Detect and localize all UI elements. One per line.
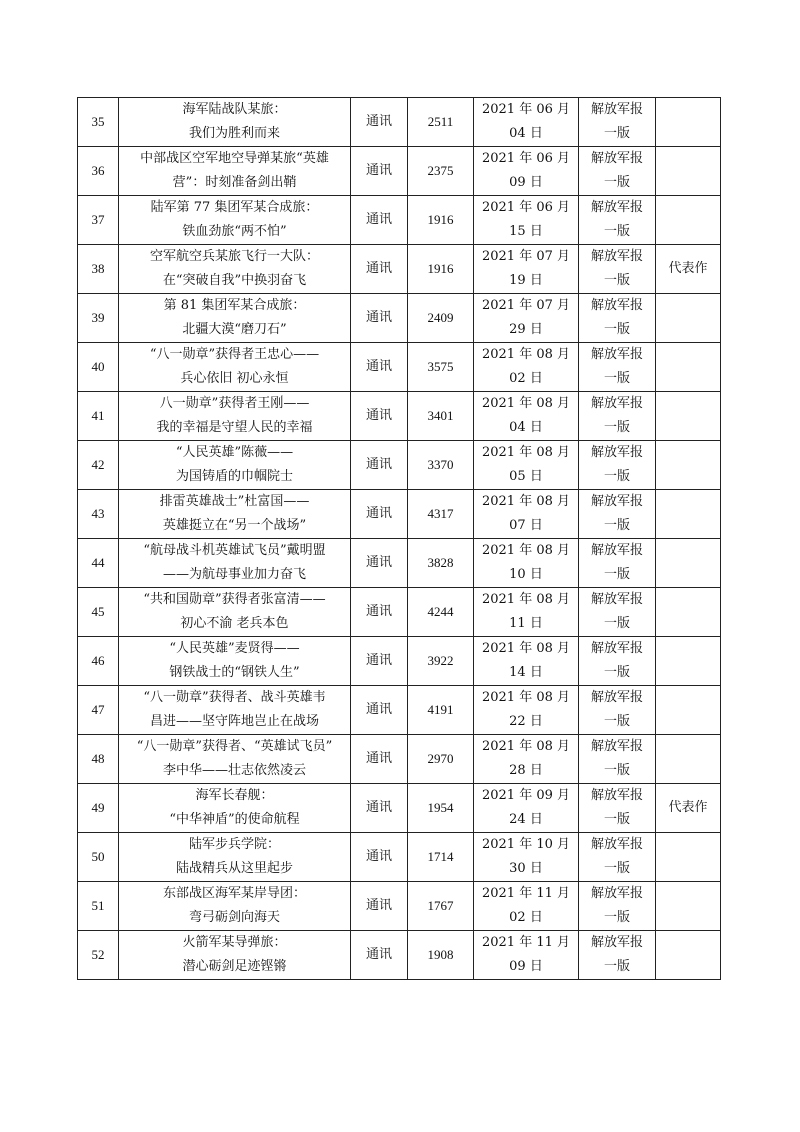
- work-title: [119, 735, 351, 784]
- table-row: [78, 343, 721, 392]
- work-title: [119, 539, 351, 588]
- table-row: [78, 637, 721, 686]
- publish-date: [474, 196, 579, 245]
- table-row: [78, 392, 721, 441]
- work-title-line-2: ——为航母事业加力奋飞: [162, 567, 306, 582]
- publish-date-line-2: 02 日: [509, 371, 543, 386]
- work-genre: 通讯: [351, 833, 408, 882]
- work-title-line-2: 我的幸福是守望人民的幸福: [156, 420, 313, 435]
- publish-date-line-1: 2021 年 06 月: [481, 200, 571, 215]
- outlet-line-2: 一版: [603, 273, 630, 288]
- publish-date: [474, 490, 579, 539]
- work-title: [119, 588, 351, 637]
- work-title-line-2: 陆战精兵从这里起步: [175, 861, 293, 876]
- publish-date-line-1: 2021 年 08 月: [481, 641, 571, 656]
- work-title-line-1: 空军航空兵某旅飞行一大队：: [149, 249, 319, 264]
- work-title-line-2: 兵心依旧 初心永恒: [180, 371, 289, 386]
- outlet-line-2: 一版: [603, 763, 630, 778]
- work-title-line-1: 海军陆战队某旅：: [182, 102, 287, 117]
- table-row: [78, 98, 721, 147]
- remark: [656, 441, 721, 490]
- outlet-line-1: 解放军报: [590, 249, 643, 264]
- table-row: [78, 147, 721, 196]
- work-title-line-1: 陆军第 77 集团军某合成旅：: [150, 200, 319, 215]
- row-number: 52: [78, 931, 119, 980]
- remark: [656, 539, 721, 588]
- work-title-line-2: 潜心砺剑足迹铿锵: [182, 959, 287, 974]
- work-genre: 通讯: [351, 686, 408, 735]
- outlet-line-2: 一版: [603, 959, 630, 974]
- outlet-line-2: 一版: [603, 910, 630, 925]
- outlet-line-1: 解放军报: [590, 298, 643, 313]
- outlet-line-2: 一版: [603, 322, 630, 337]
- row-number: 35: [78, 98, 119, 147]
- row-number: 42: [78, 441, 119, 490]
- publish-date-line-1: 2021 年 08 月: [481, 347, 571, 362]
- outlet-line-1: 解放军报: [590, 102, 643, 117]
- work-title-line-1: 东部战区海军某岸导团：: [162, 886, 306, 901]
- word-count: 2511: [408, 98, 474, 147]
- word-count: 3828: [408, 539, 474, 588]
- word-count: 1916: [408, 196, 474, 245]
- publish-date: [474, 588, 579, 637]
- publish-date-line-1: 2021 年 08 月: [481, 494, 571, 509]
- row-number: 44: [78, 539, 119, 588]
- work-title: [119, 245, 351, 294]
- outlet-line-1: 解放军报: [590, 690, 643, 705]
- work-genre: 通讯: [351, 343, 408, 392]
- outlet-line-1: 解放军报: [590, 151, 643, 166]
- works-table-body: [78, 98, 721, 980]
- publish-date: [474, 245, 579, 294]
- publication-outlet: [579, 882, 656, 931]
- publish-date-line-2: 14 日: [509, 665, 543, 680]
- remark: [656, 588, 721, 637]
- table-row: [78, 833, 721, 882]
- works-table: [77, 97, 721, 980]
- publication-outlet: [579, 833, 656, 882]
- work-title-line-1: “人民英雄”陈薇——: [175, 445, 294, 460]
- work-title-line-1: 火箭军某导弹旅：: [182, 935, 287, 950]
- publish-date-line-2: 11 日: [509, 616, 543, 631]
- row-number: 46: [78, 637, 119, 686]
- publication-outlet: [579, 931, 656, 980]
- row-number: 51: [78, 882, 119, 931]
- publish-date-line-1: 2021 年 08 月: [481, 690, 571, 705]
- work-genre: 通讯: [351, 784, 408, 833]
- outlet-line-1: 解放军报: [590, 739, 643, 754]
- work-genre: 通讯: [351, 245, 408, 294]
- publish-date-line-1: 2021 年 08 月: [481, 739, 571, 754]
- publish-date-line-1: 2021 年 07 月: [481, 249, 571, 264]
- outlet-line-2: 一版: [603, 469, 630, 484]
- work-title-line-2: 昌进——坚守阵地岂止在战场: [149, 714, 319, 729]
- work-genre: 通讯: [351, 490, 408, 539]
- publish-date-line-2: 07 日: [509, 518, 543, 533]
- work-title-line-1: 排雷英雄战士”杜富国——: [159, 494, 310, 509]
- table-row: [78, 931, 721, 980]
- publish-date: [474, 294, 579, 343]
- work-title-line-2: 英雄挺立在“另一个战场”: [162, 518, 307, 533]
- work-genre: 通讯: [351, 882, 408, 931]
- work-title: [119, 343, 351, 392]
- publish-date-line-2: 22 日: [509, 714, 543, 729]
- table-row: [78, 294, 721, 343]
- row-number: 43: [78, 490, 119, 539]
- work-title-line-2: 弯弓砺剑向海天: [188, 910, 280, 925]
- work-title-line-2: 在“突破自我”中换羽奋飞: [162, 273, 307, 288]
- publication-outlet: [579, 245, 656, 294]
- publication-outlet: [579, 637, 656, 686]
- work-title: [119, 490, 351, 539]
- remark: [656, 490, 721, 539]
- outlet-line-1: 解放军报: [590, 886, 643, 901]
- work-genre: 通讯: [351, 637, 408, 686]
- work-title-line-1: “共和国勋章”获得者张富清——: [143, 592, 326, 607]
- word-count: 4244: [408, 588, 474, 637]
- work-title: [119, 147, 351, 196]
- publication-outlet: [579, 441, 656, 490]
- outlet-line-2: 一版: [603, 175, 630, 190]
- table-row: [78, 196, 721, 245]
- publish-date: [474, 882, 579, 931]
- work-title-line-2: 铁血劲旅“两不怕”: [182, 224, 287, 239]
- table-row: [78, 245, 721, 294]
- table-row: [78, 735, 721, 784]
- word-count: 4191: [408, 686, 474, 735]
- work-title: [119, 441, 351, 490]
- outlet-line-2: 一版: [603, 567, 630, 582]
- publish-date-line-2: 10 日: [509, 567, 543, 582]
- work-title-line-2: 为国铸盾的巾帼院士: [175, 469, 293, 484]
- work-genre: 通讯: [351, 98, 408, 147]
- publication-outlet: [579, 147, 656, 196]
- publication-outlet: [579, 588, 656, 637]
- row-number: 41: [78, 392, 119, 441]
- word-count: 1908: [408, 931, 474, 980]
- publish-date-line-1: 2021 年 08 月: [481, 396, 571, 411]
- outlet-line-1: 解放军报: [590, 494, 643, 509]
- outlet-line-2: 一版: [603, 812, 630, 827]
- work-title-line-1: 八一勋章”获得者王刚——: [159, 396, 310, 411]
- row-number: 48: [78, 735, 119, 784]
- publish-date-line-2: 28 日: [509, 763, 543, 778]
- word-count: 4317: [408, 490, 474, 539]
- work-title-line-2: 北疆大漠“磨刀石”: [182, 322, 287, 337]
- work-genre: 通讯: [351, 294, 408, 343]
- table-row: [78, 784, 721, 833]
- work-title: [119, 196, 351, 245]
- outlet-line-2: 一版: [603, 861, 630, 876]
- publish-date-line-1: 2021 年 09 月: [481, 788, 571, 803]
- row-number: 40: [78, 343, 119, 392]
- publication-outlet: [579, 392, 656, 441]
- remark: [656, 196, 721, 245]
- table-row: [78, 882, 721, 931]
- table-row: [78, 588, 721, 637]
- publication-outlet: [579, 735, 656, 784]
- publication-outlet: [579, 343, 656, 392]
- work-title-line-2: 营”：时刻准备剑出鞘: [172, 175, 297, 190]
- work-title-line-1: “八一勋章”获得者、“英雄试飞员”: [136, 739, 333, 754]
- outlet-line-2: 一版: [603, 665, 630, 680]
- work-title: [119, 294, 351, 343]
- publish-date-line-2: 05 日: [509, 469, 543, 484]
- remark: [656, 637, 721, 686]
- outlet-line-2: 一版: [603, 518, 630, 533]
- remark: [656, 343, 721, 392]
- work-title-line-1: 海军长春舰：: [195, 788, 274, 803]
- work-genre: 通讯: [351, 539, 408, 588]
- outlet-line-1: 解放军报: [590, 200, 643, 215]
- work-title-line-2: 我们为胜利而来: [188, 126, 280, 141]
- publication-outlet: [579, 294, 656, 343]
- outlet-line-1: 解放军报: [590, 347, 643, 362]
- publish-date-line-2: 04 日: [509, 126, 543, 141]
- publish-date-line-1: 2021 年 10 月: [481, 837, 571, 852]
- publish-date-line-2: 04 日: [509, 420, 543, 435]
- publish-date-line-1: 2021 年 11 月: [481, 886, 571, 901]
- outlet-line-1: 解放军报: [590, 543, 643, 558]
- publish-date-line-1: 2021 年 06 月: [481, 151, 571, 166]
- publish-date: [474, 147, 579, 196]
- row-number: 49: [78, 784, 119, 833]
- publication-outlet: [579, 98, 656, 147]
- outlet-line-1: 解放军报: [590, 396, 643, 411]
- publish-date: [474, 343, 579, 392]
- work-genre: 通讯: [351, 147, 408, 196]
- publish-date-line-2: 29 日: [509, 322, 543, 337]
- remark: [656, 833, 721, 882]
- publish-date-line-1: 2021 年 07 月: [481, 298, 571, 313]
- word-count: 3575: [408, 343, 474, 392]
- row-number: 38: [78, 245, 119, 294]
- word-count: 3401: [408, 392, 474, 441]
- work-title: [119, 637, 351, 686]
- work-title-line-1: 陆军步兵学院：: [188, 837, 280, 852]
- work-genre: 通讯: [351, 441, 408, 490]
- work-title: [119, 833, 351, 882]
- publish-date: [474, 392, 579, 441]
- remark: [656, 931, 721, 980]
- outlet-line-1: 解放军报: [590, 592, 643, 607]
- work-title: [119, 392, 351, 441]
- publication-outlet: [579, 490, 656, 539]
- publish-date: [474, 441, 579, 490]
- outlet-line-2: 一版: [603, 224, 630, 239]
- publish-date-line-1: 2021 年 06 月: [481, 102, 571, 117]
- table-row: [78, 686, 721, 735]
- work-title-line-2: 钢铁战士的“钢铁人生”: [169, 665, 300, 680]
- work-genre: 通讯: [351, 588, 408, 637]
- row-number: 47: [78, 686, 119, 735]
- work-title-line-1: “八一勋章”获得者、战斗英雄韦: [143, 690, 326, 705]
- publish-date-line-1: 2021 年 08 月: [481, 543, 571, 558]
- word-count: 1767: [408, 882, 474, 931]
- remark: [656, 882, 721, 931]
- word-count: 2409: [408, 294, 474, 343]
- table-row: [78, 539, 721, 588]
- work-title-line-1: “人民英雄”麦贤得——: [169, 641, 300, 656]
- remark: [656, 98, 721, 147]
- publish-date: [474, 539, 579, 588]
- word-count: 1954: [408, 784, 474, 833]
- publication-outlet: [579, 196, 656, 245]
- publish-date: [474, 98, 579, 147]
- table-row: [78, 441, 721, 490]
- work-title-line-2: 李中华——壮志依然凌云: [162, 763, 306, 778]
- row-number: 36: [78, 147, 119, 196]
- word-count: 3370: [408, 441, 474, 490]
- remark: [656, 294, 721, 343]
- word-count: 1714: [408, 833, 474, 882]
- publication-outlet: [579, 784, 656, 833]
- work-title-line-1: 第 81 集团军某合成旅：: [163, 298, 306, 313]
- remark: [656, 735, 721, 784]
- publish-date: [474, 833, 579, 882]
- outlet-line-2: 一版: [603, 616, 630, 631]
- work-genre: 通讯: [351, 392, 408, 441]
- table-row: [78, 490, 721, 539]
- row-number: 37: [78, 196, 119, 245]
- publish-date: [474, 686, 579, 735]
- publish-date-line-2: 19 日: [509, 273, 543, 288]
- word-count: 2375: [408, 147, 474, 196]
- remark: [656, 392, 721, 441]
- row-number: 39: [78, 294, 119, 343]
- work-title-line-1: “航母战斗机英雄试飞员”戴明盟: [143, 543, 326, 558]
- work-genre: 通讯: [351, 735, 408, 784]
- word-count: 3922: [408, 637, 474, 686]
- publish-date-line-2: 02 日: [509, 910, 543, 925]
- work-title: [119, 931, 351, 980]
- outlet-line-1: 解放军报: [590, 641, 643, 656]
- publish-date-line-1: 2021 年 08 月: [481, 592, 571, 607]
- remark: [656, 686, 721, 735]
- word-count: 1916: [408, 245, 474, 294]
- publish-date-line-2: 30 日: [509, 861, 543, 876]
- work-title-line-1: “八一勋章”获得者王忠心——: [149, 347, 320, 362]
- row-number: 50: [78, 833, 119, 882]
- publish-date: [474, 784, 579, 833]
- publication-outlet: [579, 686, 656, 735]
- publish-date-line-2: 24 日: [509, 812, 543, 827]
- work-title-line-2: “中华神盾”的使命航程: [169, 812, 300, 827]
- remark: [656, 147, 721, 196]
- publish-date-line-2: 15 日: [509, 224, 543, 239]
- work-title: [119, 98, 351, 147]
- outlet-line-1: 解放军报: [590, 837, 643, 852]
- outlet-line-1: 解放军报: [590, 935, 643, 950]
- outlet-line-2: 一版: [603, 420, 630, 435]
- work-title-line-1: 中部战区空军地空导弹某旅“英雄: [140, 151, 329, 166]
- remark: 代表作: [656, 245, 721, 294]
- publish-date-line-2: 09 日: [509, 959, 543, 974]
- work-title: [119, 686, 351, 735]
- publish-date: [474, 637, 579, 686]
- publish-date: [474, 735, 579, 784]
- work-genre: 通讯: [351, 196, 408, 245]
- work-title: [119, 784, 351, 833]
- outlet-line-2: 一版: [603, 126, 630, 141]
- work-title: [119, 882, 351, 931]
- outlet-line-2: 一版: [603, 714, 630, 729]
- publish-date: [474, 931, 579, 980]
- publish-date-line-1: 2021 年 11 月: [481, 935, 571, 950]
- outlet-line-2: 一版: [603, 371, 630, 386]
- publish-date-line-2: 09 日: [509, 175, 543, 190]
- publish-date-line-1: 2021 年 08 月: [481, 445, 571, 460]
- row-number: 45: [78, 588, 119, 637]
- outlet-line-1: 解放军报: [590, 788, 643, 803]
- word-count: 2970: [408, 735, 474, 784]
- remark: 代表作: [656, 784, 721, 833]
- outlet-line-1: 解放军报: [590, 445, 643, 460]
- work-title-line-2: 初心不渝 老兵本色: [180, 616, 289, 631]
- work-genre: 通讯: [351, 931, 408, 980]
- publication-outlet: [579, 539, 656, 588]
